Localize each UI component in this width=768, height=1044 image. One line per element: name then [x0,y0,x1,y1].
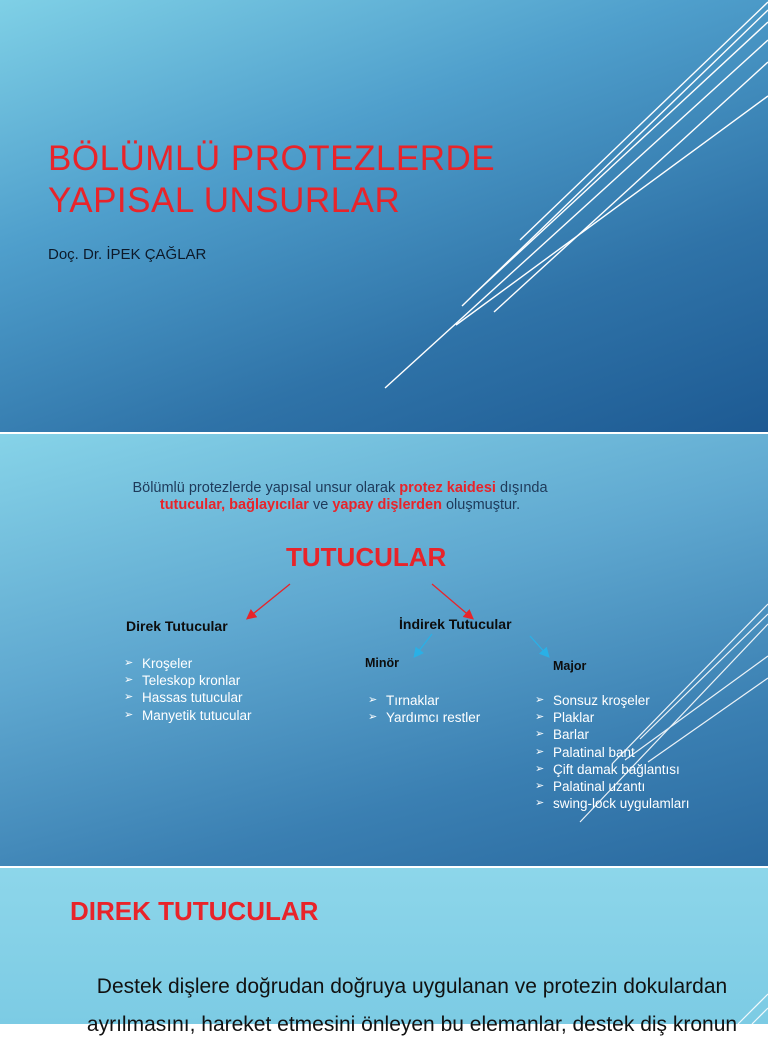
list-item [535,744,690,761]
arrow-bullet-icon: ➢ [124,674,134,687]
major-list [535,692,690,812]
author-name: Doç. Dr. İPEK ÇAĞLAR [48,246,207,263]
tutucular-heading: TUTUCULAR [286,542,447,572]
title-slide [0,0,768,432]
list-item-text: Yardımcı restler [386,710,481,726]
arrow-bullet-icon: ➢ [535,762,545,775]
deco-line [520,2,768,240]
list-item-text: Tırnaklar [386,693,440,708]
direk-tutucular-slide [0,868,768,1036]
intro-highlight: yapay dişlerden [332,497,442,513]
intro-text-part: ve [308,497,333,513]
list-item-text: Hassas tutucular [142,690,243,706]
minor-list [368,692,480,726]
arrow-bullet-icon: ➢ [124,691,134,704]
title-line-2: YAPISAL UNSURLAR [48,181,401,220]
arrow-to-indirect [432,584,472,618]
arrow-bullet-icon: ➢ [535,694,545,706]
list-item-text: Palatinal bant [553,744,635,760]
intro-text-part: Bölümlü protezlerde yapısal unsur olarak [132,480,400,496]
intro-highlight: tutucular, bağlayıcılar [159,497,309,513]
intro-text-part: dışında [495,480,548,496]
list-item [535,778,690,795]
list-item [124,689,252,706]
arrow-to-minor [415,634,432,656]
list-item [124,672,252,689]
list-item [368,692,480,709]
list-item [535,726,690,743]
arrow-bullet-icon: ➢ [535,745,545,758]
list-item-text: Teleskop kronlar [142,673,241,689]
arrow-to-major [530,636,548,656]
list-item-text: Çift damak bağlantısı [553,761,680,777]
list-item [535,761,690,778]
list-item-text: Palatinal uzantı [553,779,646,795]
arrow-bullet-icon: ➢ [368,694,378,706]
arrow-bullet-icon: ➢ [124,657,134,669]
list-item [124,655,252,672]
list-item-text: Sonsuz kroşeler [553,693,650,708]
arrow-bullet-icon: ➢ [368,711,378,724]
slide-body-text [62,968,762,1044]
arrow-bullet-icon: ➢ [535,728,545,741]
presentation-title [48,138,495,222]
deco-line [472,22,768,296]
list-item [535,692,690,709]
list-item-text: Manyetik tutucular [142,707,252,723]
arrow-bullet-icon: ➢ [124,708,134,721]
arrow-bullet-icon: ➢ [535,780,545,793]
list-item [535,709,690,726]
list-item [535,795,690,812]
minor-label: Minör [365,656,400,670]
list-item-text: Plaklar [553,710,595,726]
major-label: Major [553,659,587,673]
arrow-to-direct [248,584,290,618]
list-item-text: swing-lock uygulamları [553,796,690,812]
deco-line [494,62,768,312]
direct-list [124,655,252,724]
list-item-text: Barlar [553,727,590,743]
title-line-1: BÖLÜMLÜ PROTEZLERDE [48,139,496,178]
indirect-tutucular-label: İndirek Tutucular [399,616,512,632]
slide-title: DIREK TUTUCULAR [70,896,319,926]
body-line-1: Destek dişlere doğrudan doğruya uygulanan ve protezin dokulardan [96,975,728,998]
deco-line [456,96,768,325]
tutucular-slide [0,434,768,866]
direct-tutucular-label: Direk Tutucular [126,618,228,634]
list-item [368,709,480,726]
intro-highlight: protez kaidesi [399,480,496,496]
body-line-2: ayrılmasını, hareket etmesini önleyen bu elemanlar, destek diş kronun [86,1013,738,1036]
deco-line [462,10,768,306]
arrow-bullet-icon: ➢ [535,797,545,810]
intro-text-part: oluşmuştur. [441,497,521,513]
arrow-bullet-icon: ➢ [535,711,545,724]
list-item [124,707,252,724]
list-item-text: Kroşeler [142,656,193,671]
